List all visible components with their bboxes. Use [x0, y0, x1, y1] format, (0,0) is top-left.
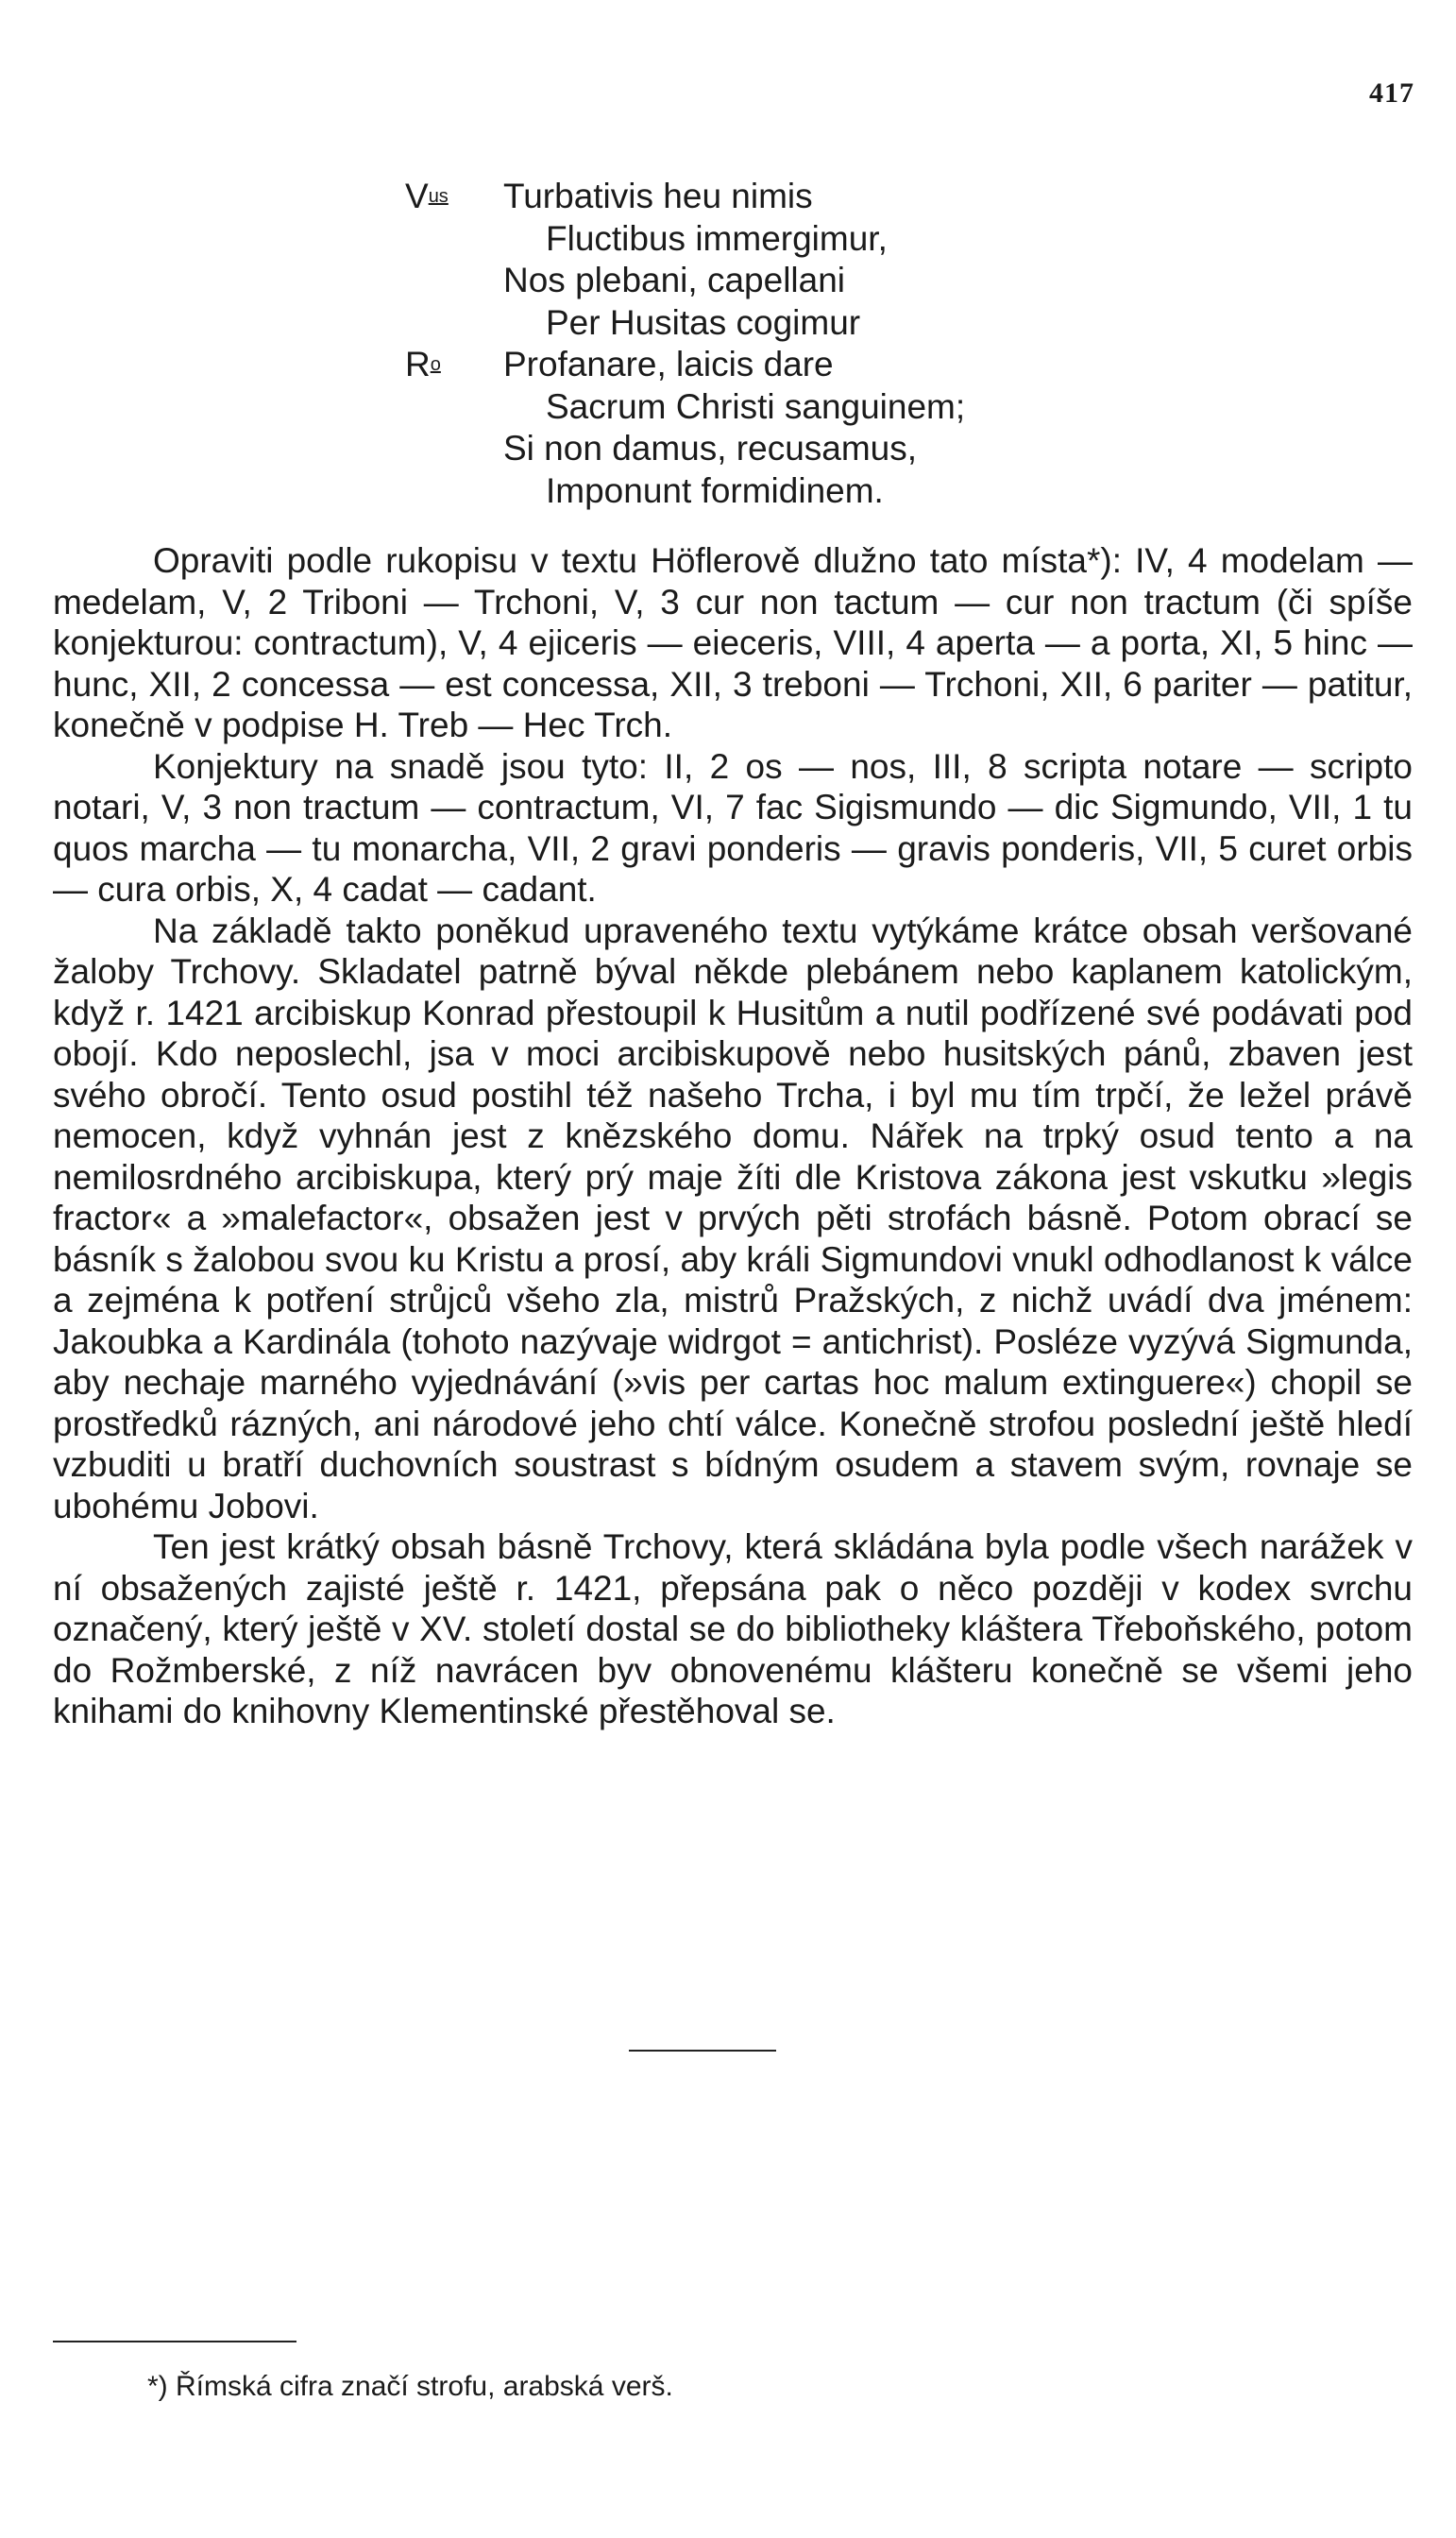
verse-line-text: Profanare, laicis dare	[503, 345, 834, 383]
verse-line-text: Nos plebani, capellani	[503, 261, 846, 299]
verse-line	[401, 428, 1157, 470]
verse-block	[401, 176, 1157, 512]
verse-line	[401, 218, 1157, 261]
stanza-marker: $V^{us}$	[405, 177, 449, 215]
section-divider	[629, 2050, 776, 2052]
verse-line-text: Turbativis heu nimis	[503, 177, 813, 215]
verse-line	[401, 302, 1157, 345]
paragraph-corrections: Opraviti podle rukopisu v textu Höflerově dlužno tato místa*): IV, 4 modelam — medelam, V, 2 Triboni — Trchoni, V, 3 cur non tactum — cur non tractum (či spíše konjekturou: contractum), V, 4 ejiceris — eieceris, VIII, 4 aperta — a porta, XI, 5 hinc — hunc, XII, 2 concessa — est concessa, XII, 3 treboni — Trchoni, XII, 6 pariter — patitur, konečně v podpise H. Treb — Hec Trch.	[53, 541, 1413, 744]
paragraph-conclusion: Ten jest krátký obsah básně Trchovy, která skládána byla podle všech narážek v ní obsažených zajisté ještě r. 1421, přepsána pak o něco později v kodex svrchu označený, který ještě v XV. století dostal se do bibliotheky kláštera Třeboňského, potom do Rožmberské, z níž navrácen byv obnovenému klášteru konečně se všemi jeho knihami do knihovny Klementinské přestěhoval se.	[53, 1527, 1413, 1730]
verse-line	[401, 470, 1157, 513]
verse-line-text: Si non damus, recusamus,	[503, 429, 918, 468]
paragraph-conjectures: Konjektury na snadě jsou tyto: II, 2 os — nos, III, 8 scripta notare — scripto notari, V, 3 non tractum — contractum, VI, 7 fac Sigismundo — dic Sigmundo, VII, 1 tu quos marcha — tu monarcha, VII, 2 gravi ponderis — gravis ponderis, VII, 5 curet orbis — cura orbis, X, 4 cadat — cadant.	[53, 746, 1413, 909]
verse-line-text: Sacrum Christi sanguinem;	[546, 386, 966, 426]
verse-line-text: Imponunt formidinem.	[546, 470, 884, 510]
footnote: *) Římská cifra značí strofu, arabská verš.	[147, 2371, 673, 2402]
verse-line	[401, 344, 1157, 386]
verse-line	[401, 260, 1157, 302]
refrain-marker: $R^o$	[405, 345, 441, 383]
footnote-divider	[53, 2341, 296, 2342]
page-number: 417	[1369, 77, 1414, 109]
body-text	[53, 540, 1413, 1732]
paragraph-summary: Na základě takto poněkud upraveného textu vytýkáme krátce obsah veršované žaloby Trchovy. Skladatel patrně býval někde plebánem nebo kaplanem katolickým, když r. 1421 arcibiskup Konrad přestoupil k Husitům a nutil podřízené své podávati pod obojí. Kdo neposlechl, jsa v moci arcibiskupově nebo husitských pánů, zbaven jest svého obročí. Tento osud postihl též našeho Trcha, i byl mu tím trpčí, že ležel právě nemocen, když vyhnán jest z knězského domu. Nářek na trpký osud tento a na nemilosrdného arcibiskupa, který prý maje žíti dle Kristova zákona jest vskutku »legis fractor« a »malefactor«, obsažen jest v prvých pěti strofách básně. Potom obrací se básník s žalobou svou ku Kristu a prosí, aby králi Sigmundovi vnukl odhodlanost k válce a zejména k potření strůjců všeho zla, mistrů Pražských, z nichž uvádí dva jménem: Jakoubka a Kardinála (tohoto nazývaje widrgot = antichrist). Posléze vyzývá Sigmunda, aby nechaje marného vyjednávání (»vis per cartas hoc malum extinguere«) chopil se prostředků rázných, ani národové jeho chtí válce. Konečně strofou poslední ještě hledí vzbuditi u bratří duchovních soustrast s bídným osudem a stavem svým, rovnaje se ubohému Jobovi.	[53, 911, 1413, 1525]
verse-line-text: Fluctibus immergimur,	[546, 218, 888, 258]
verse-line	[401, 176, 1157, 218]
verse-line	[401, 386, 1157, 429]
verse-line-text: Per Husitas cogimur	[546, 302, 861, 342]
